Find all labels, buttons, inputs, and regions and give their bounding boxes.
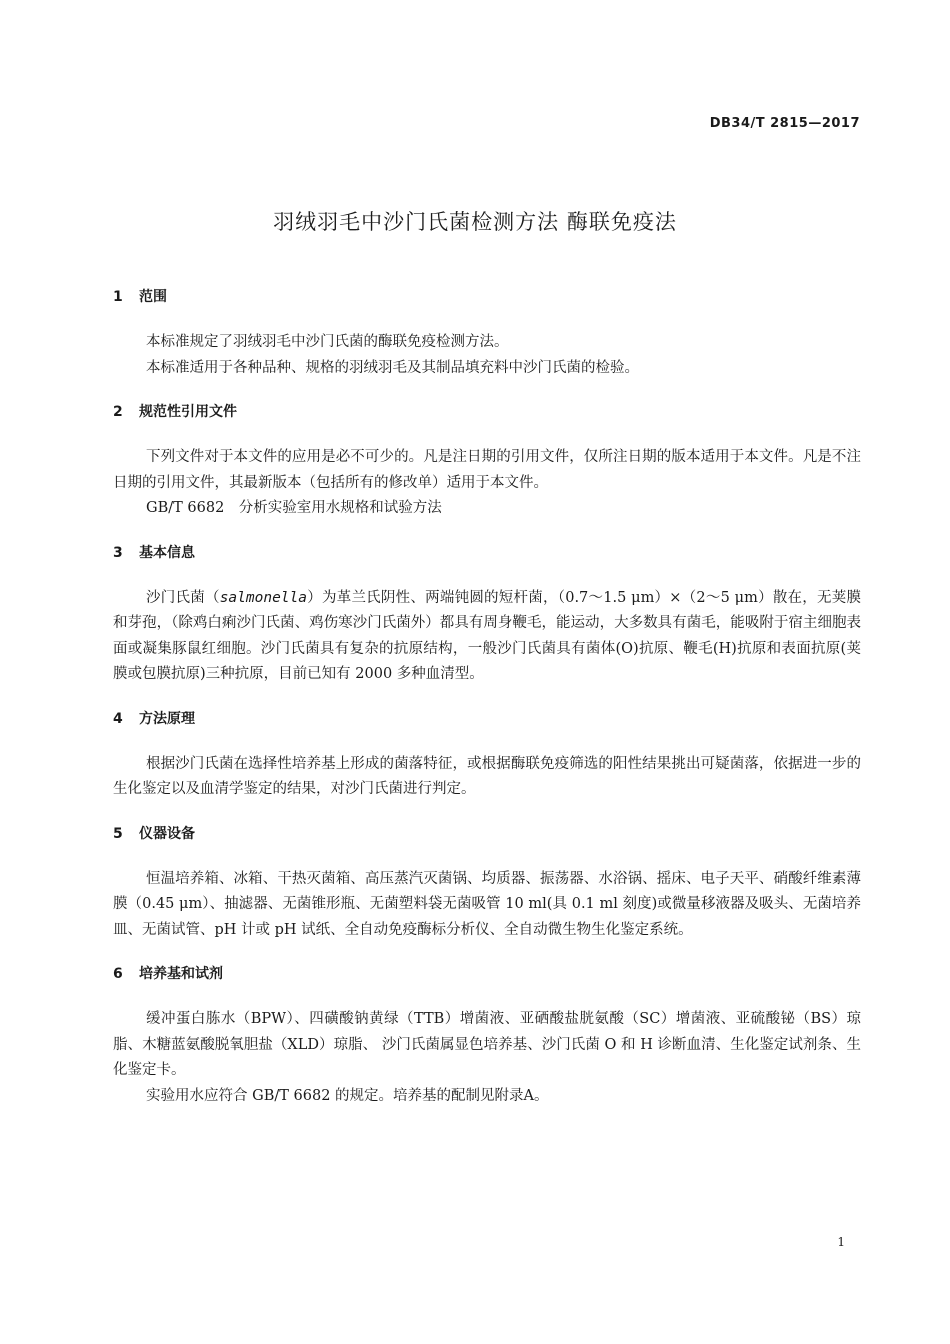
section-number: 5	[113, 825, 123, 842]
paragraph: 恒温培养箱、冰箱、干热灭菌箱、高压蒸汽灭菌锅、均质器、振荡器、水浴锅、摇床、电子天平、硝酸纤维素薄膜（0.45 μm）、抽滤器、无菌锥形瓶、无菌塑料袋无菌吸管 10 ml(具 0.1 ml 刻度)或微量移液器及吸头、无菌培养皿、无菌试管、pH 计或 pH 试纸、全自动免疫酶标分析仪、全自动微生物生化鉴定系统。	[113, 870, 861, 938]
paragraph	[113, 586, 861, 688]
section-title: 仪器设备	[139, 825, 195, 842]
section-title: 范围	[139, 289, 167, 305]
section-method-principle	[113, 708, 861, 803]
page-number: 1	[837, 1235, 845, 1249]
section-heading	[113, 542, 861, 564]
section-number: 1	[113, 289, 123, 305]
section-number: 2	[113, 404, 123, 420]
section-title: 培养基和试剂	[139, 966, 223, 982]
section-heading	[113, 963, 861, 985]
section-heading	[113, 823, 861, 845]
paragraph: 实验用水应符合 GB/T 6682 的规定。培养基的配制见附录A。	[146, 1087, 549, 1104]
section-normative-references	[113, 401, 861, 522]
paragraph: 本标准适用于各种品种、规格的羽绒羽毛及其制品填充料中沙门氏菌的检验。	[146, 359, 639, 376]
section-title: 基本信息	[139, 544, 195, 561]
section-heading	[113, 286, 861, 308]
section-heading	[113, 708, 861, 730]
reference-item: GB/T 6682 分析实验室用水规格和试验方法	[146, 500, 442, 516]
section-scope	[113, 286, 861, 381]
section-number: 3	[113, 544, 123, 561]
paragraph-text: 沙门氏菌（	[146, 589, 220, 606]
section-equipment	[113, 823, 861, 944]
section-heading	[113, 401, 861, 423]
section-basic-info	[113, 542, 861, 688]
section-number: 6	[113, 966, 123, 982]
section-media-reagents	[113, 963, 861, 1109]
paragraph: 缓冲蛋白胨水（BPW）、四磺酸钠黄绿（TTB）增菌液、亚硒酸盐胱氨酸（SC）增菌液、亚硫酸铋（BS）琼脂、木糖蓝氨酸脱氧胆盐（XLD）琼脂、 沙门氏菌属显色培养基、沙门氏菌 O 和 H 诊断血清、生化鉴定试剂条、生化鉴定卡。	[113, 1011, 861, 1078]
document-body	[113, 286, 861, 1129]
paragraph: 下列文件对于本文件的应用是必不可少的。凡是注日期的引用文件，仅所注日期的版本适用于本文件。凡是不注日期的引用文件，其最新版本（包括所有的修改单）适用于本文件。	[113, 449, 861, 491]
document-title: 羽绒羽毛中沙门氏菌检测方法 酶联免疫法	[273, 210, 677, 234]
section-number: 4	[113, 710, 123, 727]
paragraph: 本标准规定了羽绒羽毛中沙门氏菌的酶联免疫检测方法。	[146, 334, 509, 350]
section-title: 规范性引用文件	[139, 404, 237, 420]
paragraph: 根据沙门氏菌在选择性培养基上形成的菌落特征，或根据酶联免疫筛选的阳性结果挑出可疑菌落，依据进一步的生化鉴定以及血清学鉴定的结果，对沙门氏菌进行判定。	[113, 755, 861, 797]
section-title: 方法原理	[139, 710, 195, 727]
standard-number: DB34/T 2815—2017	[709, 116, 860, 131]
species-name: salmonella	[219, 589, 307, 606]
paragraph-text: ）为革兰氏阴性、两端钝圆的短杆菌，（0.7～1.5 μm）×（2～5 μm）散在，无荚膜和芽孢，（除鸡白痢沙门氏菌、鸡伤寒沙门氏菌外）都具有周身鞭毛，能运动，大多数具有菌毛，能吸附于宿主细胞表面或凝集豚鼠红细胞。沙门氏菌具有复杂的抗原结构，一般沙门氏菌具有菌体(O)抗原、鞭毛(H)抗原和表面抗原(荚膜或包膜抗原)三种抗原，目前已知有 2000 多种血清型。	[113, 589, 861, 682]
